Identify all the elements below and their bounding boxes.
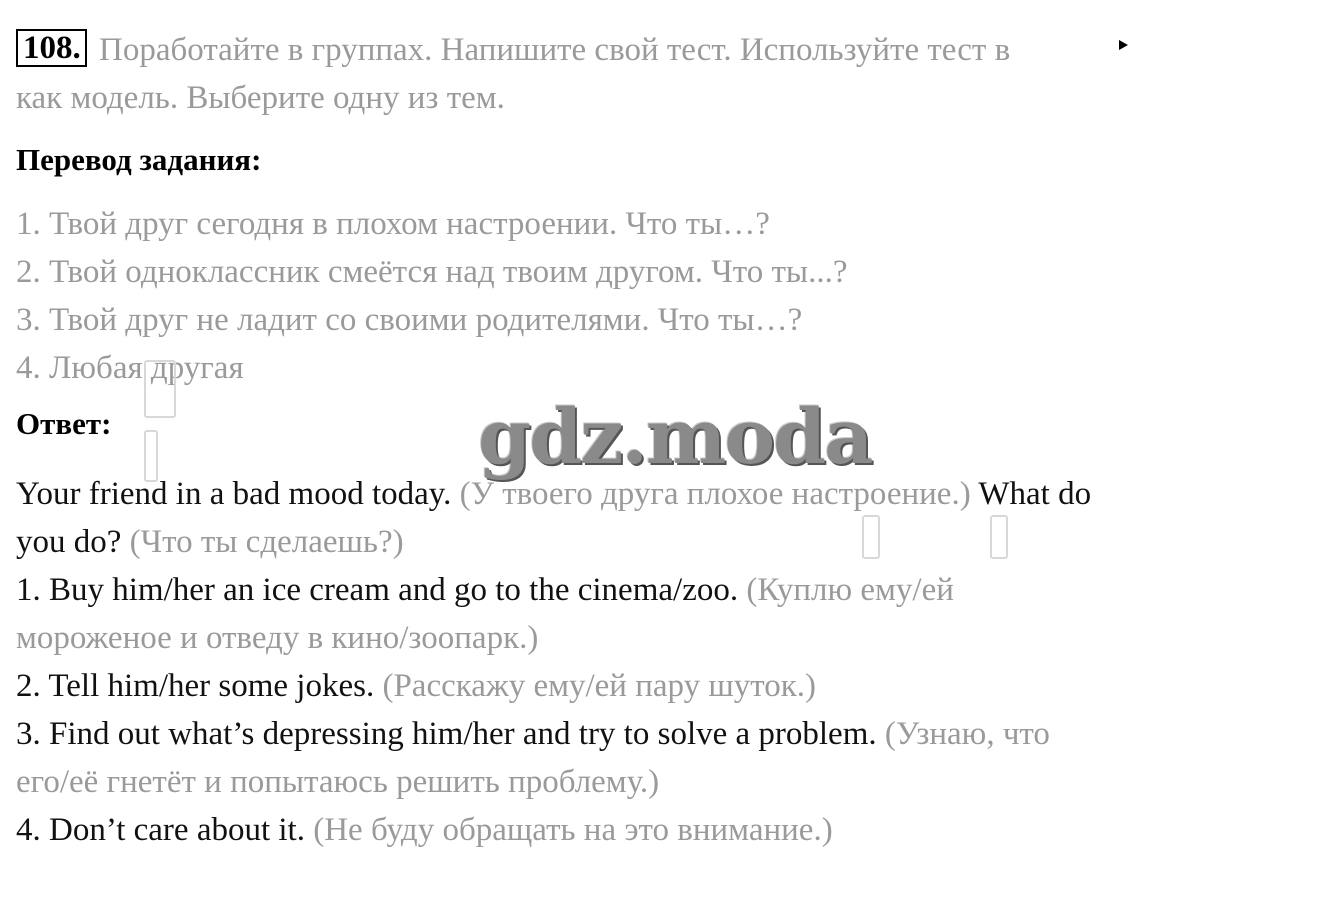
answer-item-2-en: 2. Tell him/her some jokes. bbox=[16, 668, 375, 704]
translation-item-3: 3. Твой друг не ладит со своими родителями. Что ты…? bbox=[16, 302, 803, 338]
answer-intro-en: Your friend in a bad mood today. bbox=[16, 476, 452, 512]
translation-item-1: 1. Твой друг сегодня в плохом настроении. Что ты…? bbox=[16, 206, 770, 242]
translation-list bbox=[16, 200, 1306, 392]
answer-item-1-en: 1. Buy him/her an ice cream and go to the cinema/zoo. bbox=[16, 572, 739, 608]
mouse-cursor-icon bbox=[1119, 40, 1128, 50]
answer-item-4 bbox=[16, 806, 1306, 854]
translation-item-2: 2. Твой одноклассник смеётся над твоим другом. Что ты...? bbox=[16, 254, 848, 290]
translation-heading: Перевод задания: bbox=[16, 142, 262, 177]
answer-body bbox=[16, 470, 1306, 854]
answer-item-3-ru: (Узнаю, что bbox=[884, 716, 1050, 752]
answer-question-en-2: you do? bbox=[16, 524, 122, 560]
answer-intro-ru: (У твоего друга плохое настроение.) bbox=[459, 476, 971, 512]
watermark-ghost-shape bbox=[990, 515, 1008, 559]
answer-item-4-en: 4. Don’t care about it. bbox=[16, 812, 305, 848]
answer-item-2 bbox=[16, 662, 1306, 710]
answer-item-3-ru-continued: его/её гнетёт и попытаюсь решить проблему.) bbox=[16, 764, 660, 800]
answer-item-1-ru: (Куплю ему/ей bbox=[746, 572, 954, 608]
answer-item-4-ru: (Не буду обращать на это внимание.) bbox=[313, 812, 833, 848]
watermark-ghost-shape bbox=[862, 515, 880, 559]
answer-question-line bbox=[16, 518, 1306, 566]
translation-item-4: 4. Любая другая bbox=[16, 350, 244, 386]
task-text-line-2: как модель. Выберите одну из тем. bbox=[16, 80, 505, 116]
answer-question-en-1: What do bbox=[978, 476, 1092, 512]
watermark-ghost-shape bbox=[144, 360, 176, 418]
task-line-1 bbox=[16, 26, 1306, 74]
answer-heading: Ответ: bbox=[16, 406, 112, 441]
task-text-line-1: Поработайте в группах. Напишите свой тест. Используйте тест в bbox=[99, 32, 1011, 68]
watermark-logo: gdz.moda bbox=[478, 392, 872, 481]
task-number: 108. bbox=[16, 29, 87, 67]
answer-item-1-ru-continued: мороженое и отведу в кино/зоопарк.) bbox=[16, 620, 539, 656]
answer-question-ru: (Что ты сделаешь?) bbox=[129, 524, 404, 560]
watermark-ghost-shape bbox=[144, 430, 158, 482]
answer-item-1 bbox=[16, 566, 1306, 614]
answer-item-3 bbox=[16, 710, 1306, 758]
answer-item-2-ru: (Расскажу ему/ей пару шуток.) bbox=[382, 668, 817, 704]
answer-item-3-en: 3. Find out what’s depressing him/her and try to solve a problem. bbox=[16, 716, 877, 752]
